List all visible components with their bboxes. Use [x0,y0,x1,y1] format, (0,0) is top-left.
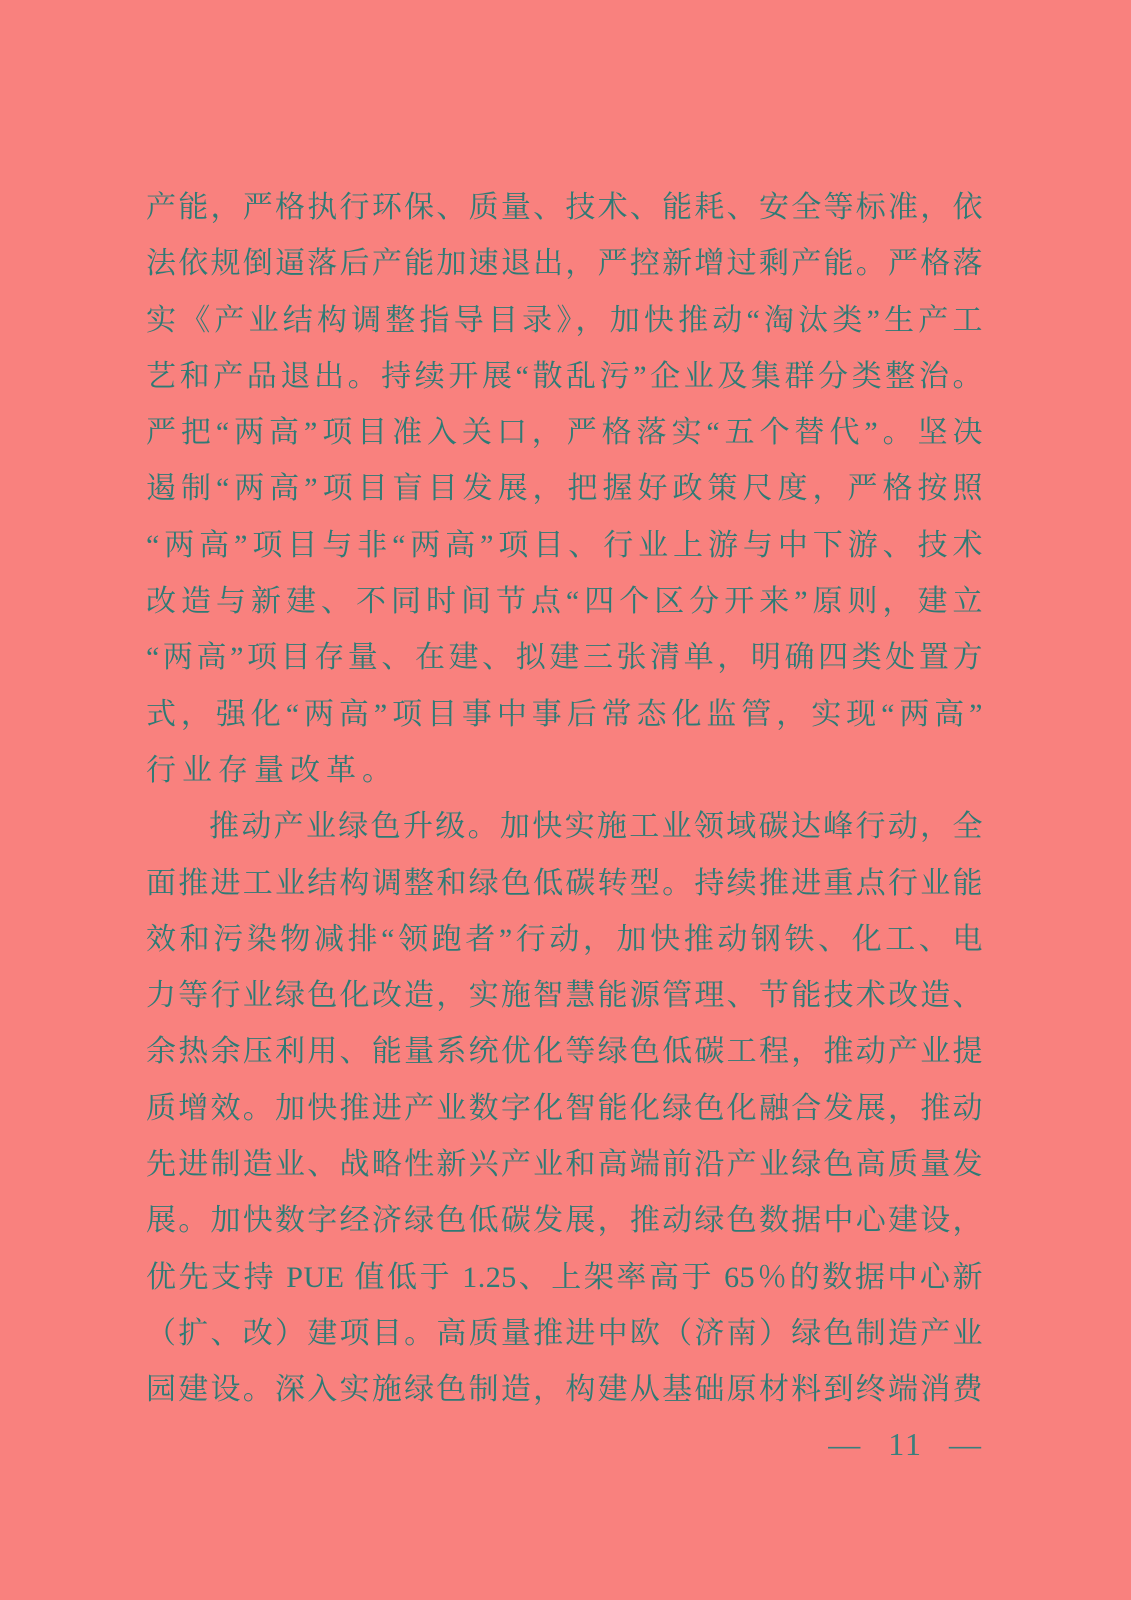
text-line: 改造与新建、不同时间节点“四个区分开来”原则，建立 [146,585,983,619]
text-line: 园建设。深入实施绿色制造，构建从基础原材料到终端消费 [146,1373,983,1407]
text-line: 余热余压利用、能量系统优化等绿色低碳工程，推动产业提 [146,1035,983,1069]
text-line: 法依规倒逼落后产能加速退出，严控新增过剩产能。严格落 [146,247,983,281]
text-line-paragraph-start: 推动产业绿色升级。加快实施工业领域碳达峰行动，全 [209,810,983,844]
text-line: 实《产业结构调整指导目录》，加快推动“淘汰类”生产工 [146,303,983,337]
text-line: 遏制“两高”项目盲目发展，把握好政策尺度，严格按照 [146,472,983,506]
text-line: 面推进工业结构调整和绿色低碳转型。持续推进重点行业能 [146,866,983,900]
text-line-paragraph-end: 行业存量改革。 [146,753,398,787]
text-line: （扩、改）建项目。高质量推进中欧（济南）绿色制造产业 [146,1316,983,1350]
text-line: 先进制造业、战略性新兴产业和高端前沿产业绿色高质量发 [146,1148,983,1182]
text-line: 展。加快数字经济绿色低碳发展，推动绿色数据中心建设， [146,1204,983,1238]
text-line: “两高”项目存量、在建、拟建三张清单，明确四类处置方 [146,641,983,675]
text-line: 艺和产品退出。持续开展“散乱污”企业及集群分类整治。 [146,359,983,393]
text-line: 力等行业绿色化改造，实施智慧能源管理、节能技术改造、 [146,979,983,1013]
text-line: 产能，严格执行环保、质量、技术、能耗、安全等标准，依 [146,191,983,224]
text-line: 效和污染物减排“领跑者”行动，加快推动钢铁、化工、电 [146,922,983,956]
text-line: 式，强化“两高”项目事中事后常态化监管，实现“两高” [146,697,983,731]
body-text [146,180,983,1419]
text-line: 质增效。加快推进产业数字化智能化绿色化融合发展，推动 [146,1091,983,1125]
text-line: 优先支持 PUE 值低于 1.25、上架率高于 65％的数据中心新 [146,1260,983,1294]
page-number: — 11 — [828,1426,983,1462]
text-line: 严把“两高”项目准入关口，严格落实“五个替代”。坚决 [146,416,983,450]
text-line: “两高”项目与非“两高”项目、行业上游与中下游、技术 [146,528,983,562]
